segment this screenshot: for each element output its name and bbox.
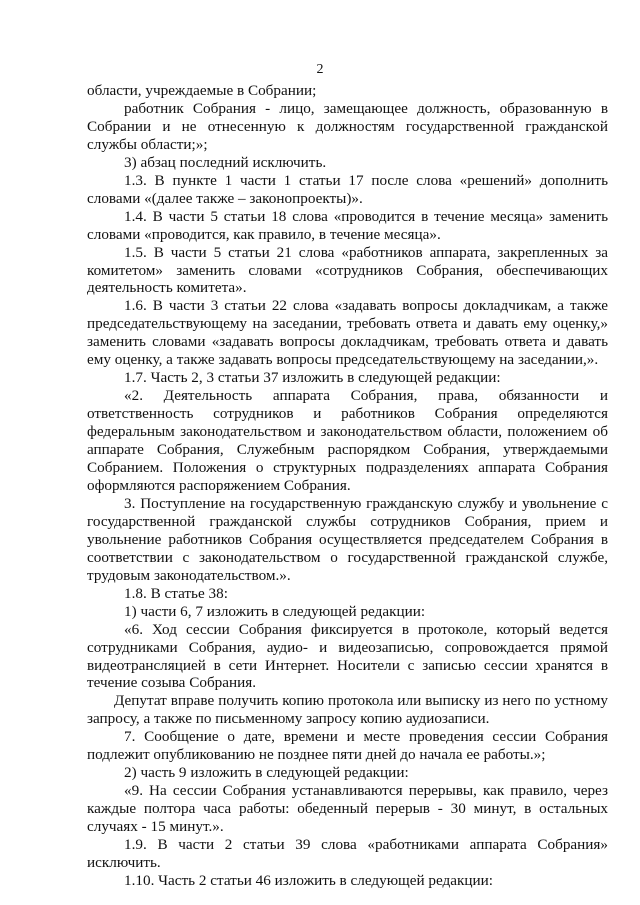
paragraph: 7. Сообщение о дате, времени и месте проведения сессии Собрания подлежит опубликованию не позднее пяти дней до начала ее работы.»;: [87, 728, 608, 764]
paragraph: работник Собрания - лицо, замещающее должность, образованную в Собрании и не отнесенную к должностям государственной гражданской службы области;»;: [87, 99, 608, 153]
paragraph: 1.8. В статье 38:: [124, 584, 228, 602]
paragraph: 1.7. Часть 2, 3 статьи 37 изложить в следующей редакции:: [124, 369, 501, 387]
paragraph: «6. Ход сессии Собрания фиксируется в протоколе, который ведется сотрудниками Собрания, аудио- и видеозаписью, сопровождается прямой видеотрансляцией в сети Интернет. Носители с записью сессии хранятся в течение созыва Собрания.: [87, 620, 608, 692]
paragraph: 1.9. В части 2 статьи 39 слова «работниками аппарата Собрания» исключить.: [87, 836, 608, 871]
paragraph: 1.4. В части 5 статьи 18 слова «проводится в течение месяца» заменить словами «проводится, как правило, в течение месяца».: [87, 207, 608, 243]
paragraph: области, учреждаемые в Собрании;: [87, 82, 317, 99]
paragraph: 1.6. В части 3 статьи 22 слова «задавать вопросы докладчикам, а также председательствующему на заседании, требовать ответа и давать ему оценку,» заменить словами «задавать вопросы докладчикам, требовать ответа и давать ему оценку, а также задавать вопросы председательствующему на заседании,».: [87, 297, 608, 369]
paragraph: 3. Поступление на государственную гражданскую службу и увольнение с государственной гражданской службы сотрудников Собрания, прием и увольнение работников Собрания осуществляется председателем Собрания в соответствии с законодательством о государственной гражданской службе, трудовым законодательством.».: [87, 494, 608, 584]
paragraph: 1.10. Часть 2 статьи 46 изложить в следующей редакции:: [124, 871, 494, 889]
paragraph: 3) абзац последний исключить.: [124, 153, 327, 171]
paragraph: «2. Деятельность аппарата Собрания, права, обязанности и ответственность сотрудников и работников Собрания определяются федеральным законодательством и законодательством области, положением об аппарате Собрания, Служебным распорядком Собрания, утверждаемыми Собранием. Положения о структурных подразделениях аппарата Собрания оформляются распоряжением Собрания.: [87, 387, 608, 494]
paragraph: 2) часть 9 изложить в следующей редакции:: [124, 764, 409, 782]
page-number: 2: [316, 62, 324, 77]
paragraph: Депутат вправе получить копию протокола или выписку из него по устному запросу, а также по письменному запросу копию аудиозаписи.: [87, 692, 608, 728]
paragraph: 1.3. В пункте 1 части 1 статьи 17 после слова «решений» дополнить словами «(далее также – законопроекты)».: [87, 171, 608, 207]
paragraph: 1) части 6, 7 изложить в следующей редакции:: [124, 602, 426, 620]
paragraph: 1.5. В части 5 статьи 21 слова «работников аппарата, закрепленных за комитетом» заменить словами «сотрудников Собрания, обеспечивающих деятельность комитета».: [87, 243, 608, 297]
paragraph: «9. На сессии Собрания устанавливаются перерывы, как правило, через каждые полтора часа работы: обеденный перерыв - 30 минут, в остальных случаях - 15 минут.».: [87, 782, 608, 836]
document-body: [87, 82, 608, 890]
